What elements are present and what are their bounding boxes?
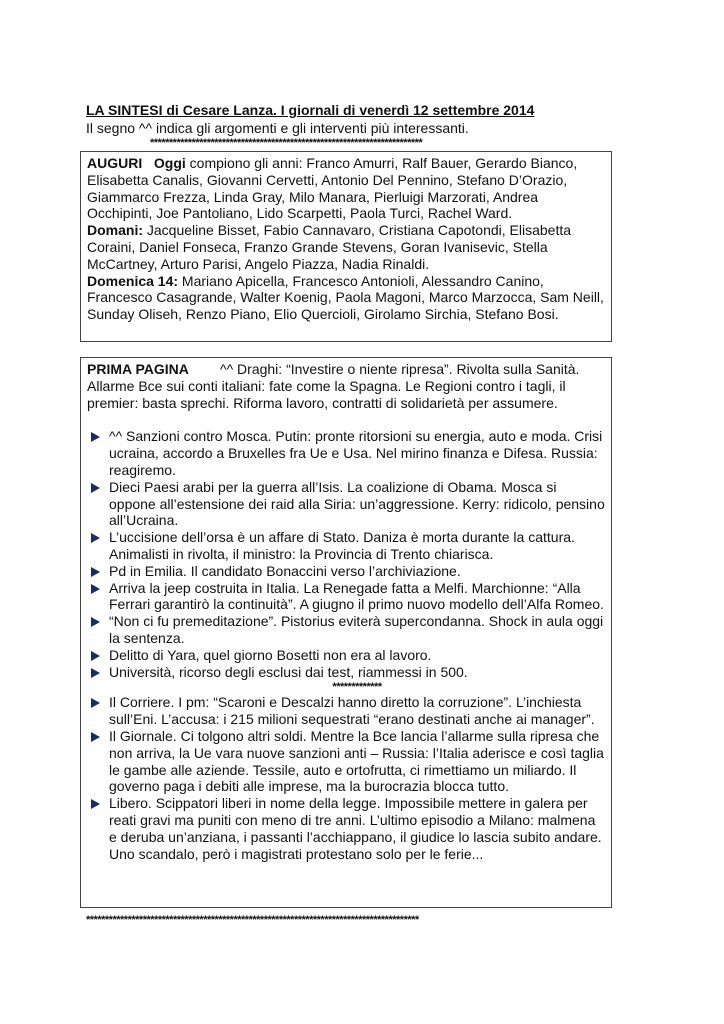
prima-pagina-box (80, 357, 612, 908)
list-item (87, 563, 605, 580)
list-item (87, 580, 605, 614)
list-item (87, 529, 605, 563)
list-item-text: Il Giornale. Ci tolgono altri soldi. Mentre la Bce lancia l’allarme sulla ripresa che non arriva, la Ue vara nuove sanzioni anti – Russia: l’Italia aderisce e così taglia le gambe alle aziende. Tessile, auto e ortofrutta, ci rimettiamo un miliardo. Il governo paga i debiti alle imprese, ma la burocrazia blocca tutto. (109, 727, 604, 795)
document-title: LA SINTESI di Cesare Lanza. I giornali di venerdì 12 settembre 2014 (86, 102, 535, 118)
triangle-right-icon (91, 668, 100, 678)
list-item (87, 613, 605, 647)
triangle-right-icon (91, 651, 100, 661)
list-item (87, 664, 605, 681)
list-item-text: Arriva la jeep costruita in Italia. La Renegade fatta a Melfi. Marchionne: “Alla Ferrari garantirò la continuità”. A giugno il primo nuovo modello dell’Alfa Romeo. (109, 579, 604, 613)
list-item (87, 728, 605, 795)
domani-text: Jacqueline Bisset, Fabio Cannavaro, Cristiana Capotondi, Elisabetta Coraini, Daniel Fonseca, Franzo Grande Stevens, Goran Ivanisevic, Stella McCartney, Arturo Parisi, Angelo Piazza, Nadia Rinaldi. (87, 222, 572, 272)
list-item (87, 647, 605, 664)
prima-pagina-intro (87, 361, 605, 411)
prima-pagina-label: PRIMA PAGINA (87, 361, 189, 377)
list-item-text: Il Corriere. I pm: “Scaroni e Descalzi hanno diretto la corruzione”. L’inchiesta sull’Eni. L’accusa: i 215 milioni sequestrati “erano destinati anche ai manager”. (109, 694, 595, 728)
list-item-text: Università, ricorso degli esclusi dai test, riammessi in 500. (109, 663, 468, 680)
section-separator: ************* (332, 681, 382, 694)
auguri-oggi (87, 155, 605, 222)
list-item-text: Dieci Paesi arabi per la guerra all’Isis. La coalizione di Obama. Mosca si oppone all’estensione dei raid alla Siria: un’aggressione. Kerry: ridicolo, pensino all’Ucraina. (109, 478, 605, 529)
press-list (87, 694, 605, 862)
triangle-right-icon (91, 483, 100, 493)
triangle-right-icon (91, 799, 100, 809)
domenica-text: Mariano Apicella, Francesco Antonioli, Alessandro Canino, Francesco Casagrande, Walter Koenig, Paola Magoni, Marco Marzocca, Sam Neill, Sunday Oliseh, Renzo Piano, Elio Quercioli, Girolamo Sirchia, Stefano Bosi. (87, 272, 604, 323)
domenica-label: Domenica 14: (87, 272, 179, 289)
list-item-text: Libero. Scippatori liberi in nome della legge. Impossibile mettere in galera per reati gravi ma puniti con meno di tre anni. L’ultimo episodio a Milano: malmena e deruba un’anziana, i passanti l’acchiappano, il giudice lo lascia subito andare. Uno scandalo, però i magistrati protestano solo per le ferie... (109, 795, 602, 862)
document-subtitle: Il segno ^^ indica gli argomenti e gli interventi più interessanti. (86, 120, 469, 136)
triangle-right-icon (91, 432, 100, 442)
triangle-right-icon (91, 584, 100, 594)
auguri-box (80, 151, 612, 342)
list-item-text: Pd in Emilia. Il candidato Bonaccini verso l’archiviazione. (109, 562, 461, 579)
news-list (87, 428, 605, 680)
triangle-right-icon (91, 533, 100, 543)
triangle-right-icon (91, 567, 100, 577)
list-item (87, 694, 605, 728)
footer-separator: **************************************************************************************** (86, 914, 419, 926)
list-item-text: L’uccisione dell’orsa è un affare di Stato. Daniza è morta durante la cattura. Animalisti in rivolta, il ministro: la Provincia di Trento chiarisca. (109, 529, 575, 562)
list-item (87, 795, 605, 862)
auguri-domani (87, 222, 605, 272)
oggi-text: compiono gli anni: Franco Amurri, Ralf Bauer, Gerardo Bianco, Elisabetta Canalis, Giovanni Cervetti, Antonio Del Pennino, Stefano D’Orazio, Giammarco Frezza, Linda Gray, Milo Manara, Pierluigi Marzorati, Andrea Occhipinti, Joe Pantoliano, Lido Scarpetti, Paola Turci, Rachel Ward. (87, 155, 578, 222)
auguri-label: AUGURI (87, 155, 143, 171)
list-item (87, 479, 605, 529)
list-item-text: “Non ci fu premeditazione”. Pistorius eviterà supercondanna. Shock in aula oggi la sentenza. (109, 613, 604, 646)
prima-pagina-intro-text: ^^ Draghi: “Investire o niente ripresa”. Rivolta sulla Sanità. Allarme Bce sui conti italiani: fate come la Spagna. Le Regioni contro i tagli, il premier: basta sprechi. Riforma lavoro, contratti di solidarietà per assumere. (87, 361, 580, 411)
auguri-domenica (87, 273, 605, 323)
list-item (87, 428, 605, 478)
triangle-right-icon (91, 698, 100, 708)
header-separator: ************************************************************************ (150, 137, 423, 149)
domani-label: Domani: (87, 222, 143, 239)
list-item-text: ^^ Sanzioni contro Mosca. Putin: pronte ritorsioni su energia, auto e moda. Crisi ucraina, accordo a Bruxelles fra Ue e Usa. Nel mirino finanza e Difesa. Russia: reagiremo. (109, 428, 603, 478)
triangle-right-icon (91, 732, 100, 742)
triangle-right-icon (91, 617, 100, 627)
oggi-label: Oggi (153, 155, 186, 171)
list-item-text: Delitto di Yara, quel giorno Bosetti non era al lavoro. (109, 646, 432, 663)
